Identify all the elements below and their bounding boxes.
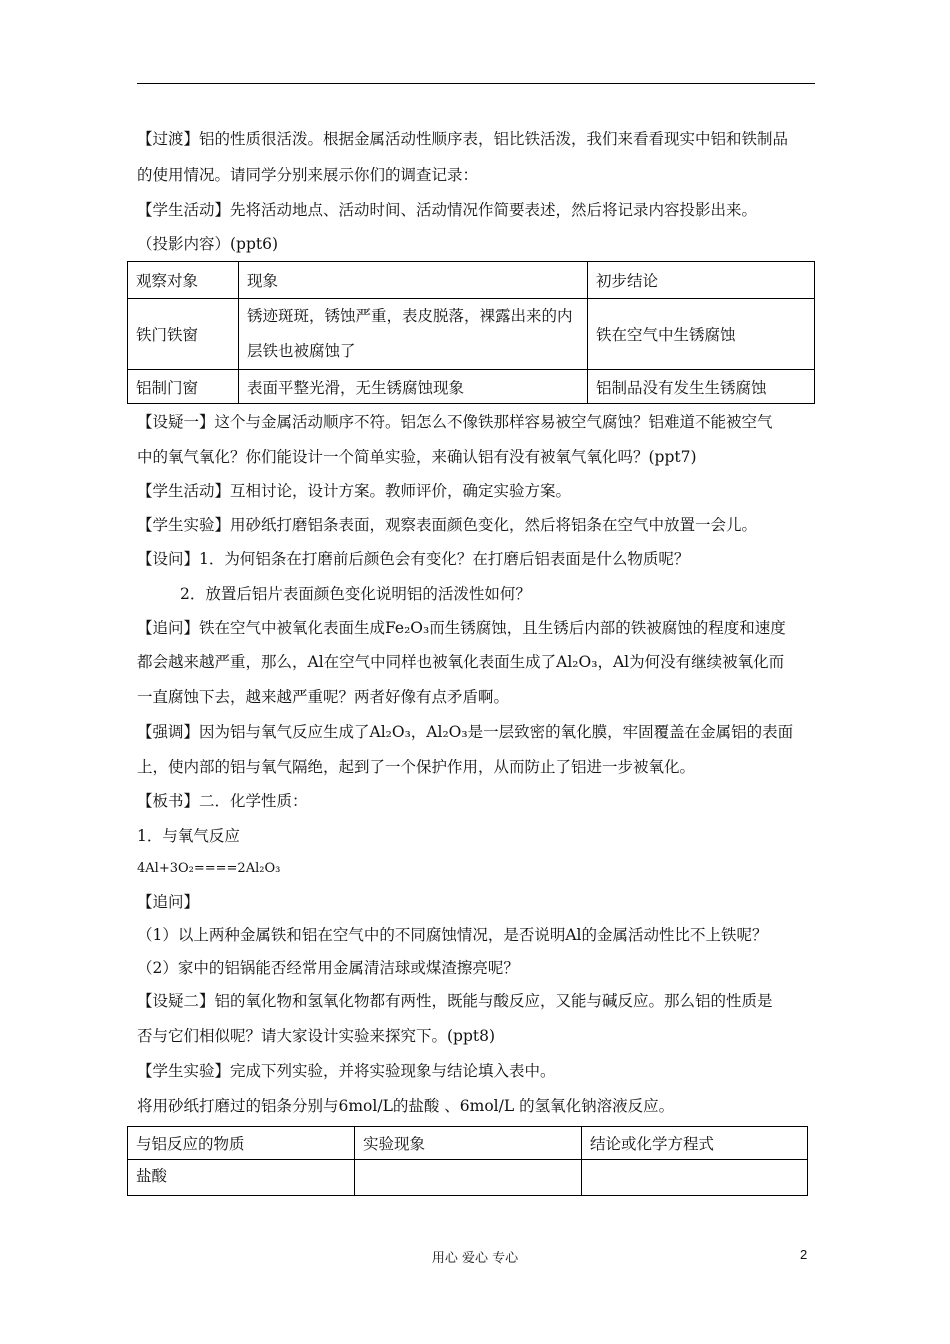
table-header-cell: 结论或化学方程式 <box>582 1127 808 1160</box>
para-followup-2: 【追问】 <box>137 893 200 911</box>
projection-note: （投影内容）(ppt6) <box>137 235 279 253</box>
table-header-cell: 与铝反应的物质 <box>128 1127 355 1160</box>
para-question-two-cont: 否与它们相似呢？请大家设计实验来探究下。(ppt8) <box>137 1027 496 1045</box>
para-transition: 【过渡】铝的性质很活泼。根据金属活动性顺序表，铝比铁活泼，我们来看看现实中铝和铁制品 <box>137 130 789 148</box>
para-board: 【板书】二．化学性质： <box>137 792 308 810</box>
para-question-two: 【设疑二】铝的氧化物和氢氧化物都有两性，既能与酸反应，又能与碱反应。那么铝的性质是 <box>137 992 773 1010</box>
table-cell: 锈迹斑斑，锈蚀严重，表皮脱落，裸露出来的内层铁也被腐蚀了 <box>239 299 588 370</box>
page-number: 2 <box>800 1247 808 1262</box>
table-header-cell: 实验现象 <box>355 1127 582 1160</box>
para-followup-q2: （2）家中的铝锅能否经常用金属清洁球或煤渣擦亮呢？ <box>137 959 519 977</box>
para-student-experiment-2: 【学生实验】完成下列实验，并将实验现象与结论填入表中。 <box>137 1062 556 1080</box>
table-header-cell: 现象 <box>239 262 588 299</box>
para-experiment-setup: 将用砂纸打磨过的铝条分别与6mol/L的盐酸 、6mol/L 的氢氧化钠溶液反应。 <box>137 1097 675 1115</box>
table-cell <box>582 1160 808 1196</box>
para-followup: 【追问】铁在空气中被氧化表面生成Fe₂O₃而生锈腐蚀，且生锈后内部的铁被腐蚀的程度和速度 <box>137 619 786 637</box>
table-header-cell: 初步结论 <box>588 262 815 299</box>
para-student-activity-2: 【学生活动】互相讨论，设计方案。教师评价，确定实验方案。 <box>137 482 572 500</box>
table-row <box>128 370 815 404</box>
table-cell <box>355 1160 582 1196</box>
table-cell: 铁在空气中生锈腐蚀 <box>588 299 815 370</box>
table-cell: 盐酸 <box>128 1160 355 1196</box>
para-oxygen-reaction: 1．与氧气反应 <box>137 827 240 845</box>
para-question-one-cont: 中的氧气氧化？你们能设计一个简单实验，来确认铝有没有被氧气氧化吗？(ppt7) <box>137 448 697 466</box>
table-row <box>128 1160 808 1196</box>
table-cell: 铁门铁窗 <box>128 299 239 370</box>
para-ask: 【设问】1．为何铝条在打磨前后颜色会有变化？在打磨后铝表面是什么物质呢？ <box>137 550 690 568</box>
table-cell: 铝制门窗 <box>128 370 239 404</box>
para-emphasis-cont: 上，使内部的铝与氧气隔绝，起到了一个保护作用，从而防止了铝进一步被氧化。 <box>137 758 696 776</box>
para-followup-cont: 都会越来越严重，那么，Al在空气中同样也被氧化表面生成了Al₂O₃，Al为何没有继续被氧化而 <box>137 653 785 671</box>
table-header-cell: 观察对象 <box>128 262 239 299</box>
para-student-experiment: 【学生实验】用砂纸打磨铝条表面，观察表面颜色变化，然后将铝条在空气中放置一会儿。 <box>137 516 758 534</box>
table-row <box>128 1127 808 1160</box>
observation-table <box>127 261 815 404</box>
table-row <box>128 262 815 299</box>
para-transition-cont: 的使用情况。请同学分别来展示你们的调查记录： <box>137 166 479 184</box>
para-emphasis: 【强调】因为铝与氧气反应生成了Al₂O₃，Al₂O₃是一层致密的氧化膜，牢固覆盖在金属铝的表面 <box>137 723 794 741</box>
para-question-one: 【设疑一】这个与金属活动顺序不符。铝怎么不像铁那样容易被空气腐蚀？铝难道不能被空气 <box>137 413 773 431</box>
chemical-equation: 4Al+3O₂====2Al₂O₃ <box>137 861 281 876</box>
para-followup-q1: （1）以上两种金属铁和铝在空气中的不同腐蚀情况，是否说明Al的金属活动性比不上铁呢？ <box>137 926 768 944</box>
table-cell: 表面平整光滑，无生锈腐蚀现象 <box>239 370 588 404</box>
experiment-table <box>127 1126 808 1196</box>
header-rule <box>137 83 815 84</box>
para-followup-cont-2: 一直腐蚀下去，越来越严重呢？两者好像有点矛盾啊。 <box>137 688 510 706</box>
table-cell: 铝制品没有发生生锈腐蚀 <box>588 370 815 404</box>
para-student-activity: 【学生活动】先将活动地点、活动时间、活动情况作简要表述，然后将记录内容投影出来。 <box>137 201 758 219</box>
para-ask-2: 2．放置后铝片表面颜色变化说明铝的活泼性如何？ <box>180 585 531 603</box>
table-row <box>128 299 815 370</box>
page-footer: 用心 爱心 专心 <box>431 1251 519 1266</box>
